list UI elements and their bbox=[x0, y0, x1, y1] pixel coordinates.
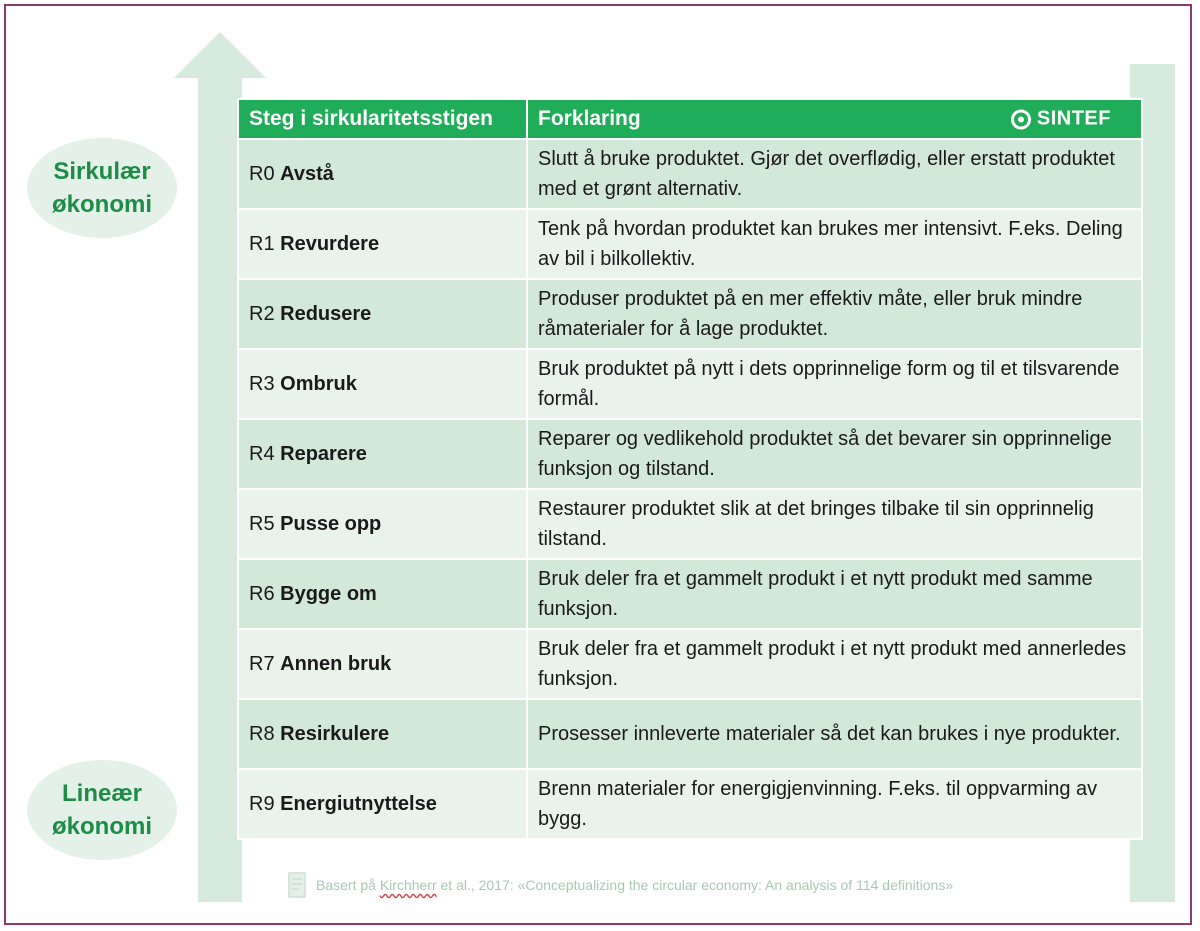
header-step-label: Steg i sirkularitetsstigen bbox=[249, 107, 493, 130]
table-row bbox=[238, 559, 1142, 629]
explanation-text: Slutt å bruke produktet. Gjør det overflødig, eller erstatt produktet med et grønt alternativ. bbox=[538, 148, 1115, 200]
table-row bbox=[238, 769, 1142, 839]
step-name: Ombruk bbox=[280, 373, 357, 395]
circular-economy-label bbox=[27, 138, 177, 238]
step-cell bbox=[238, 419, 527, 489]
step-name: Pusse opp bbox=[280, 513, 382, 535]
sintef-logo-icon bbox=[1011, 109, 1031, 129]
table-row bbox=[238, 419, 1142, 489]
step-cell bbox=[238, 209, 527, 279]
circular-economy-line1: Sirkulær bbox=[53, 158, 151, 185]
table-row bbox=[238, 279, 1142, 349]
document-icon bbox=[288, 872, 306, 898]
table-row bbox=[238, 349, 1142, 419]
explanation-cell bbox=[527, 699, 1142, 769]
sintef-logo-text: SINTEF bbox=[1036, 107, 1111, 130]
table-row bbox=[238, 209, 1142, 279]
explanation-text: Bruk produktet på nytt i dets opprinnelige form og til et tilsvarende formål. bbox=[538, 358, 1120, 410]
explanation-cell bbox=[527, 209, 1142, 279]
step-cell bbox=[238, 699, 527, 769]
step-name: Energiutnyttelse bbox=[280, 793, 437, 815]
step-name: Avstå bbox=[280, 163, 334, 185]
step-code: R7 bbox=[249, 653, 275, 675]
sintef-logo bbox=[1011, 108, 1111, 131]
explanation-text: Bruk deler fra et gammelt produkt i et nytt produkt med samme funksjon. bbox=[538, 568, 1093, 620]
step-code: R5 bbox=[249, 513, 275, 535]
step-name: Annen bruk bbox=[280, 653, 392, 675]
step-code: R9 bbox=[249, 793, 275, 815]
explanation-cell bbox=[527, 489, 1142, 559]
explanation-cell bbox=[527, 349, 1142, 419]
explanation-cell bbox=[527, 139, 1142, 209]
step-code: R3 bbox=[249, 373, 275, 395]
caption-rest: et al., 2017: «Conceptualizing the circular economy: An analysis of 114 definitions» bbox=[440, 877, 954, 893]
explanation-cell bbox=[527, 559, 1142, 629]
table-row bbox=[238, 699, 1142, 769]
explanation-cell bbox=[527, 279, 1142, 349]
step-code: R0 bbox=[249, 163, 275, 185]
header-explanation bbox=[527, 99, 1142, 139]
explanation-text: Prosesser innleverte materialer så det kan brukes i nye produkter. bbox=[538, 723, 1121, 745]
explanation-text: Reparer og vedlikehold produktet så det bevarer sin opprinnelige funksjon og tilstand. bbox=[538, 428, 1112, 480]
explanation-text: Restaurer produktet slik at det bringes tilbake til sin opprinnelig tilstand. bbox=[538, 498, 1094, 550]
step-cell bbox=[238, 279, 527, 349]
step-name: Revurdere bbox=[280, 233, 380, 255]
step-name: Bygge om bbox=[280, 583, 377, 605]
step-code: R2 bbox=[249, 303, 275, 325]
explanation-cell bbox=[527, 419, 1142, 489]
explanation-text: Bruk deler fra et gammelt produkt i et nytt produkt med annerledes funksjon. bbox=[538, 638, 1127, 690]
caption-prefix: Basert på bbox=[316, 877, 376, 893]
step-code: R8 bbox=[249, 723, 275, 745]
step-name: Reparere bbox=[280, 443, 367, 465]
step-cell bbox=[238, 629, 527, 699]
step-cell bbox=[238, 769, 527, 839]
table-row bbox=[238, 629, 1142, 699]
source-caption bbox=[288, 872, 953, 898]
linear-economy-label bbox=[27, 760, 177, 860]
linear-economy-line1: Lineær bbox=[61, 780, 142, 807]
step-code: R1 bbox=[249, 233, 275, 255]
step-name: Redusere bbox=[280, 303, 372, 325]
explanation-cell bbox=[527, 769, 1142, 839]
explanation-text: Brenn materialer for energigjenvinning. F.eks. til oppvarming av bygg. bbox=[538, 778, 1098, 830]
step-code: R4 bbox=[249, 443, 275, 465]
table-row bbox=[238, 139, 1142, 209]
caption-author: Kirchherr bbox=[379, 877, 437, 893]
table-header-row bbox=[238, 99, 1142, 139]
circular-economy-line2: økonomi bbox=[52, 191, 152, 218]
step-code: R6 bbox=[249, 583, 275, 605]
linear-economy-line2: økonomi bbox=[52, 813, 152, 840]
step-cell bbox=[238, 139, 527, 209]
step-cell bbox=[238, 489, 527, 559]
circularity-ladder-table bbox=[237, 98, 1143, 840]
header-explanation-label: Forklaring bbox=[538, 107, 641, 130]
explanation-text: Tenk på hvordan produktet kan brukes mer intensivt. F.eks. Deling av bil i bilkollektiv. bbox=[538, 218, 1123, 270]
table-row bbox=[238, 489, 1142, 559]
step-name: Resirkulere bbox=[280, 723, 390, 745]
explanation-text: Produser produktet på en mer effektiv måte, eller bruk mindre råmaterialer for å lage produktet. bbox=[538, 288, 1083, 340]
step-cell bbox=[238, 349, 527, 419]
header-step bbox=[238, 99, 527, 139]
explanation-cell bbox=[527, 629, 1142, 699]
step-cell bbox=[238, 559, 527, 629]
